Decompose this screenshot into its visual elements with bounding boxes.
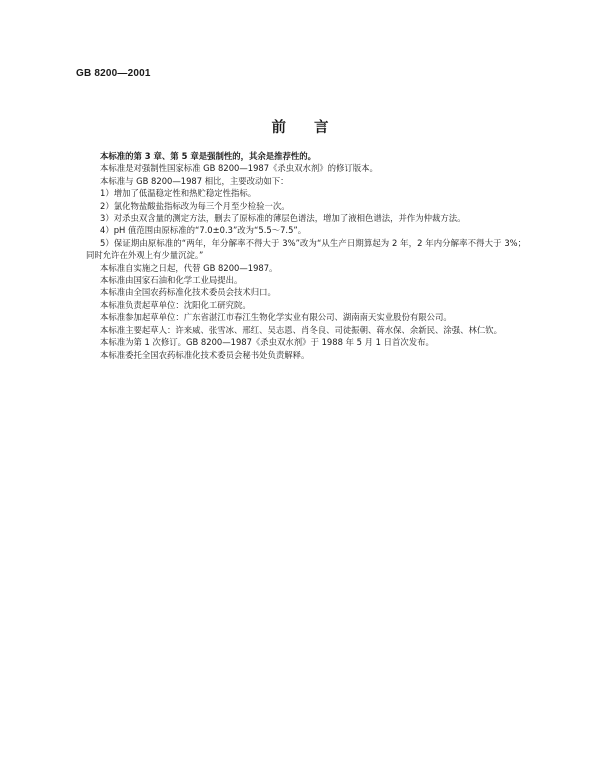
paragraph-revision-history: 本标准为第 1 次修订。GB 8200—1987《杀虫双水剂》于 1988 年 5 月 1 日首次发布。 bbox=[100, 337, 434, 348]
change-item-5: 5）保证期由原标准的“两年，年分解率不得大于 3%”改为“从生产日期算起为 2 年，2 年内分解率不得大于 3%；同时允许在外观上有少量沉淀。” bbox=[86, 237, 526, 261]
paragraph-technical-committee: 本标准由全国农药标准化技术委员会技术归口。 bbox=[100, 287, 276, 298]
page-title: 前言 bbox=[271, 119, 357, 136]
paragraph-responsible-drafter: 本标准负责起草单位：沈阳化工研究院。 bbox=[100, 299, 251, 310]
paragraph-participating-drafters: 本标准参加起草单位：广东省湛江市春江生物化学实业有限公司、湖南南天实业股份有限公司。 bbox=[100, 312, 452, 323]
paragraph-mandatory-chapters: 本标准的第 3 章、第 5 章是强制性的，其余是推荐性的。 bbox=[100, 151, 316, 161]
paragraph-revision-note: 本标准是对强制性国家标准 GB 8200—1987《杀虫双水剂》的修订版本。 bbox=[100, 163, 378, 174]
change-item-2: 2）氯化物盐酸盐指标改为每三个月至少检验一次。 bbox=[100, 200, 290, 211]
paragraph-interpretation: 本标准委托全国农药标准化技术委员会秘书处负责解释。 bbox=[100, 349, 310, 360]
paragraph-changes-intro: 本标准与 GB 8200—1987 相比，主要改动如下： bbox=[100, 175, 289, 186]
paragraph-replacement: 本标准自实施之日起，代替 GB 8200—1987。 bbox=[100, 262, 278, 273]
paragraph-proposer: 本标准由国家石油和化学工业局提出。 bbox=[100, 275, 243, 286]
standard-code: GB 8200—2001 bbox=[76, 68, 151, 79]
document-body bbox=[86, 150, 526, 361]
change-item-4: 4）pH 值范围由原标准的“7.0±0.3”改为“5.5～7.5”。 bbox=[100, 225, 307, 236]
change-item-1: 1）增加了低温稳定性和热贮稳定性指标。 bbox=[100, 188, 257, 199]
change-item-3: 3）对杀虫双含量的测定方法，删去了原标准的薄层色谱法，增加了液相色谱法，并作为仲裁方法。 bbox=[100, 213, 466, 224]
paragraph-main-drafters: 本标准主要起草人：许来威、张雪冰、邢红、吴志恩、肖冬良、司徒振朝、蒋水保、余新民、涂强、林仁钦。 bbox=[100, 324, 502, 335]
